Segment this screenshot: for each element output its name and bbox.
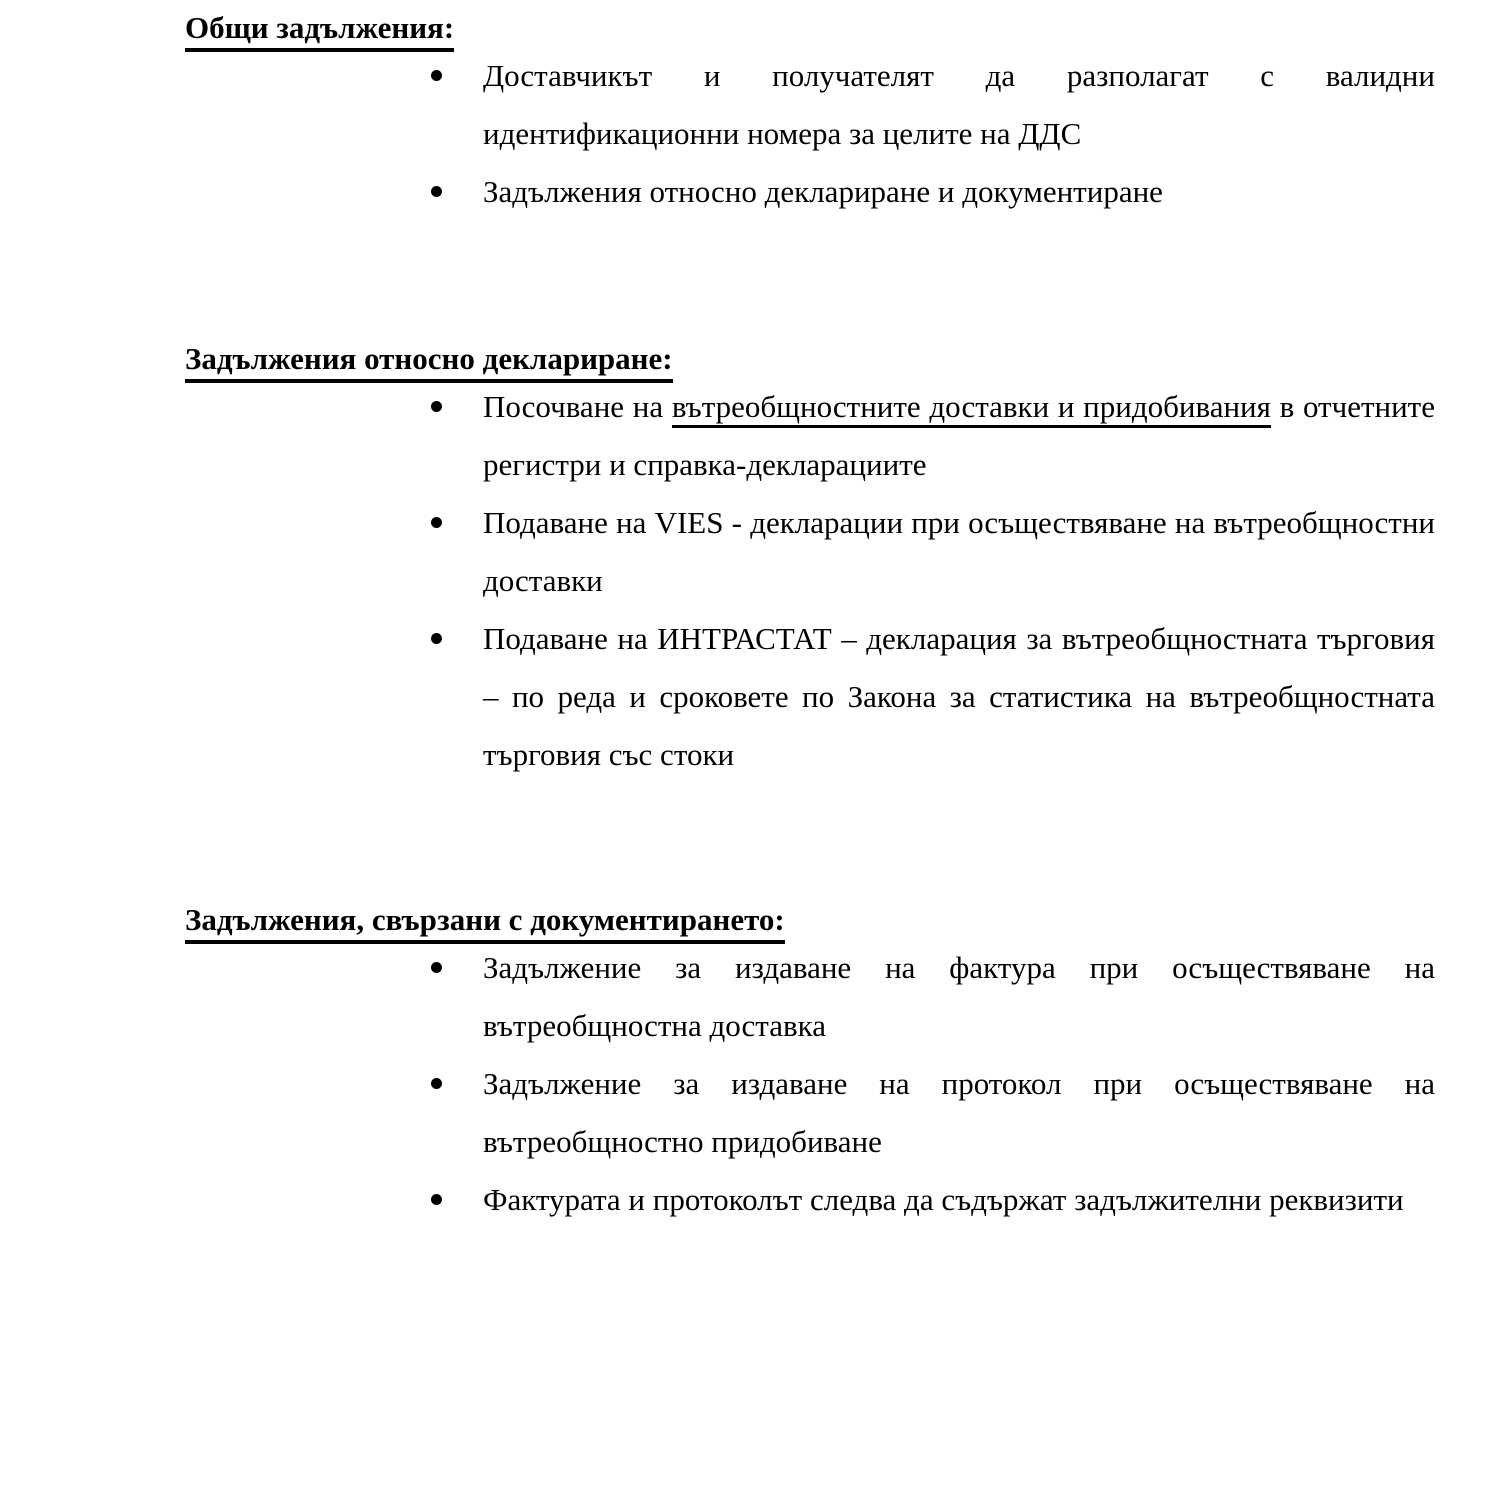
list-item: Фактурата и протоколът следва да съдържат задължителни реквизити	[483, 1171, 1435, 1229]
section-heading-documentation-obligations	[185, 901, 1435, 939]
bullet-list-declaration	[0, 378, 1496, 784]
list-item: Задължение за издаване на фактура при осъществяване на вътреобщностна доставка	[483, 939, 1435, 1055]
list-item: Доставчикът и получателят да разполагат с валидни идентификационни номера за целите на ДДС	[483, 47, 1435, 163]
list-item-text-post: в отчетните регистри и справка-декларациите	[483, 389, 1435, 482]
section-heading-declaration-obligations	[185, 340, 1435, 378]
bullet-list-documentation	[0, 939, 1496, 1229]
list-item-text-pre: Посочване на	[483, 389, 672, 424]
list-item: Задължения относно деклариране и документиране	[483, 163, 1435, 221]
heading-text: Задължения, свързани с документирането:	[185, 902, 785, 944]
list-item	[483, 378, 1435, 494]
list-item-text-underlined: вътреобщностните доставки и придобивания	[672, 389, 1271, 428]
bullet-list-general	[0, 47, 1496, 221]
list-item: Задължение за издаване на протокол при осъществяване на вътреобщностно придобиване	[483, 1055, 1435, 1171]
heading-text: Задължения относно деклариране:	[185, 341, 673, 383]
list-item: Подаване на ИНТРАСТАТ – декларация за вътреобщностната търговия – по реда и сроковете по Закона за статистика на вътреобщностната търговия със стоки	[483, 610, 1435, 784]
section-heading-general-obligations	[185, 9, 1435, 47]
heading-text: Общи задължения:	[185, 10, 454, 52]
list-item: Подаване на VIES - декларации при осъществяване на вътреобщностни доставки	[483, 494, 1435, 610]
